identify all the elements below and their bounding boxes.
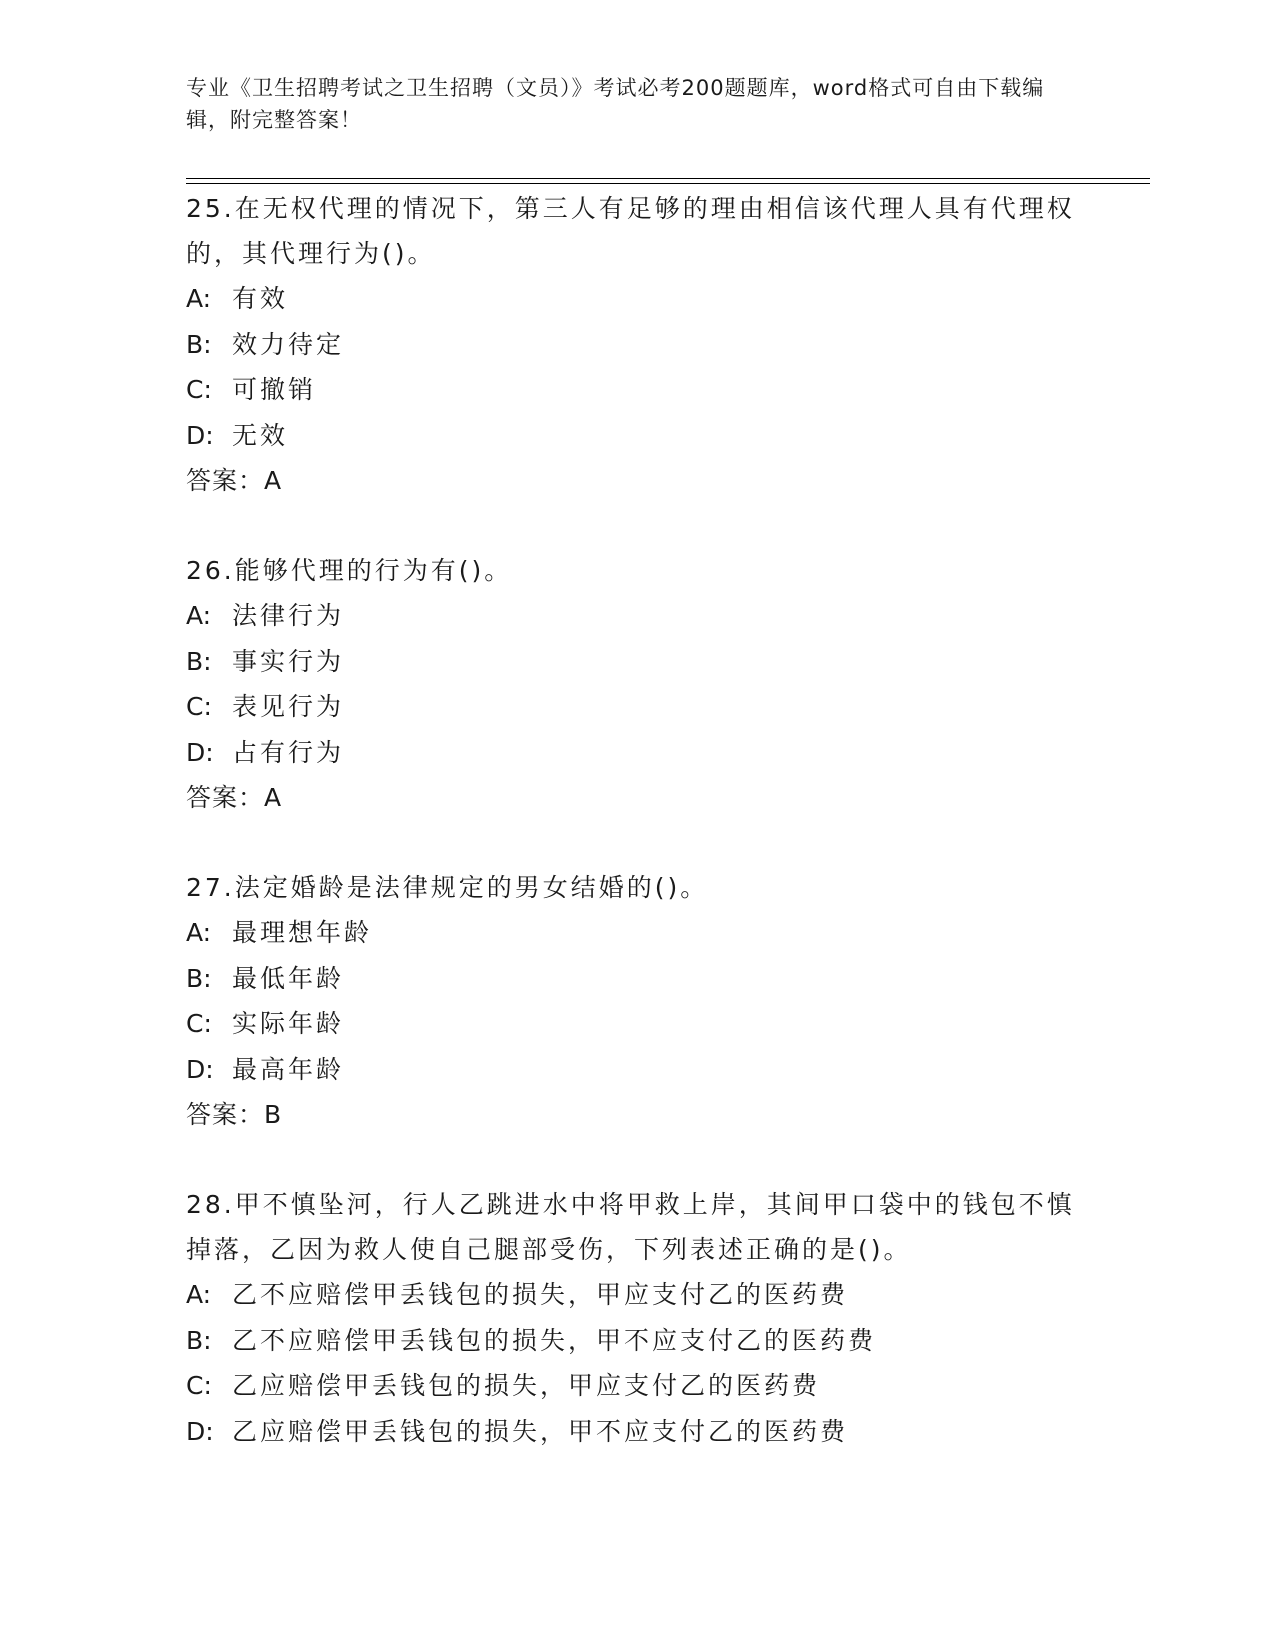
document-header: 专业《卫生招聘考试之卫生招聘（文员）》考试必考200题题库，word格式可自由下载编辑，附完整答案！ — [186, 76, 1045, 132]
option-key: C: — [186, 692, 212, 721]
option-text: 最低年龄 — [232, 963, 345, 993]
option-key: D: — [186, 1054, 214, 1084]
option-c — [186, 1001, 1086, 1047]
option-d — [186, 1047, 1086, 1093]
option-key: A: — [186, 918, 212, 947]
option-b — [186, 956, 1086, 1002]
option-d — [186, 1409, 1086, 1455]
option-key: C: — [186, 1009, 212, 1038]
question-text: 26.能够代理的行为有()。 — [186, 556, 513, 585]
option-text: 最高年龄 — [232, 1054, 345, 1084]
option-text: 乙不应赔偿甲丢钱包的损失，甲不应支付乙的医药费 — [232, 1325, 877, 1355]
answer-line: 答案：B — [186, 1100, 283, 1129]
question-26 — [186, 548, 1086, 821]
spacer — [186, 504, 1086, 548]
option-key: A: — [186, 1280, 212, 1309]
option-b — [186, 639, 1086, 685]
option-text: 可撤销 — [232, 375, 317, 404]
option-key: D: — [186, 1416, 214, 1446]
option-key: A: — [186, 601, 212, 630]
option-text: 最理想年龄 — [232, 918, 373, 947]
question-25 — [186, 186, 1086, 504]
option-a — [186, 276, 1086, 322]
option-key: D: — [186, 737, 214, 767]
answer-line: 答案：A — [186, 466, 283, 495]
option-text: 实际年龄 — [232, 1009, 345, 1038]
option-c — [186, 1363, 1086, 1409]
option-text: 表见行为 — [232, 692, 345, 721]
option-key: B: — [186, 963, 212, 993]
option-text: 效力待定 — [232, 329, 345, 359]
option-c — [186, 367, 1086, 413]
option-key: C: — [186, 1371, 212, 1400]
option-key: D: — [186, 420, 214, 450]
question-text: 25.在无权代理的情况下，第三人有足够的理由相信该代理人具有代理权的，其代理行为()。 — [186, 194, 1075, 268]
header-rule-top — [186, 178, 1150, 179]
option-text: 乙应赔偿甲丢钱包的损失，甲不应支付乙的医药费 — [232, 1416, 849, 1446]
option-key: B: — [186, 329, 212, 359]
option-text: 事实行为 — [232, 646, 345, 676]
option-b — [186, 1318, 1086, 1364]
option-text: 乙应赔偿甲丢钱包的损失，甲应支付乙的医药费 — [232, 1371, 821, 1400]
option-text: 有效 — [232, 284, 289, 313]
question-28 — [186, 1182, 1086, 1454]
option-key: B: — [186, 1325, 212, 1355]
option-key: C: — [186, 375, 212, 404]
option-a — [186, 1272, 1086, 1318]
question-text: 28.甲不慎坠河，行人乙跳进水中将甲救上岸，其间甲口袋中的钱包不慎掉落，乙因为救人使自己腿部受伤，下列表述正确的是()。 — [186, 1190, 1075, 1264]
option-c — [186, 684, 1086, 730]
option-key: B: — [186, 646, 212, 676]
option-text: 占有行为 — [232, 737, 345, 767]
option-a — [186, 593, 1086, 639]
option-a — [186, 910, 1086, 956]
spacer — [186, 821, 1086, 865]
option-d — [186, 730, 1086, 776]
option-b — [186, 322, 1086, 368]
option-text: 乙不应赔偿甲丢钱包的损失，甲应支付乙的医药费 — [232, 1280, 849, 1309]
option-d — [186, 413, 1086, 459]
option-text: 无效 — [232, 420, 289, 450]
answer-line: 答案：A — [186, 783, 283, 812]
question-27 — [186, 865, 1086, 1138]
option-key: A: — [186, 284, 212, 313]
option-text: 法律行为 — [232, 601, 345, 630]
header-rule-bottom — [186, 183, 1150, 184]
question-list — [186, 186, 1086, 1454]
question-text: 27.法定婚龄是法律规定的男女结婚的()。 — [186, 873, 709, 902]
spacer — [186, 1138, 1086, 1182]
